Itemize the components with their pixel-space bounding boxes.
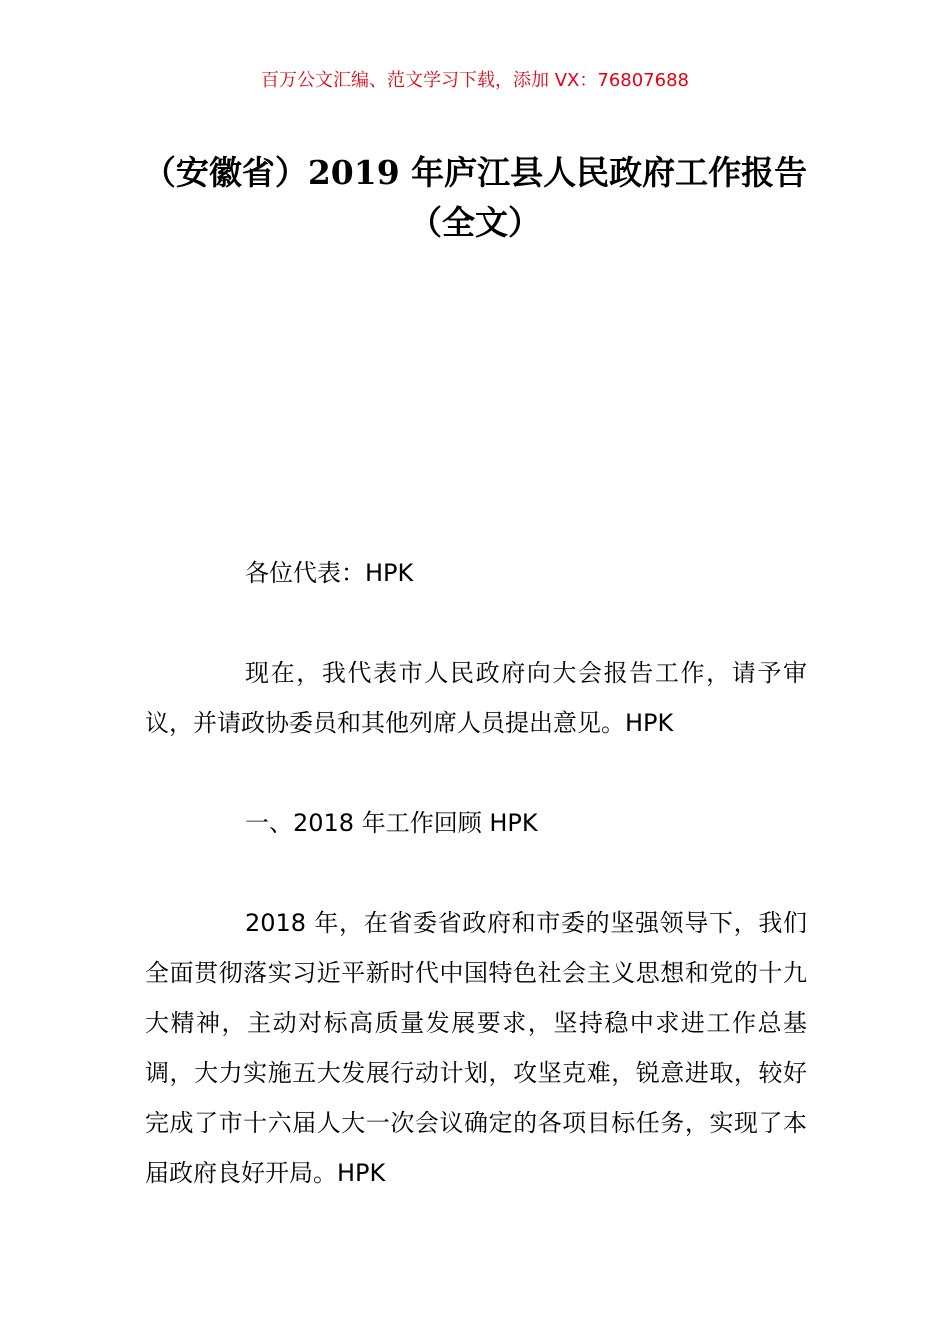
intro-paragraph: 现在，我代表市人民政府向大会报告工作，请予审议，并请政协委员和其他列席人员提出意见。HPK	[145, 659, 807, 737]
document-title: （安徽省）2019 年庐江县人民政府工作报告（全文）	[142, 153, 808, 242]
review-paragraph: 2018 年，在省委省政府和市委的坚强领导下，我们全面贯彻落实习近平新时代中国特色社会主义思想和党的十九大精神，主动对标高质量发展要求，坚持稳中求进工作总基调，大力实施五大发展行动计划，攻坚克难，锐意进取，较好完成了市十六届人大一次会议确定的各项目标任务，实现了本届政府良好开局。HPK	[145, 909, 807, 1187]
salutation-paragraph: 各位代表：HPK	[245, 559, 414, 587]
section-heading-review: 一、2018 年工作回顾 HPK	[245, 809, 538, 837]
promo-header-note: 百万公文汇编、范文学习下载，添加 VX：76807688	[261, 70, 689, 91]
